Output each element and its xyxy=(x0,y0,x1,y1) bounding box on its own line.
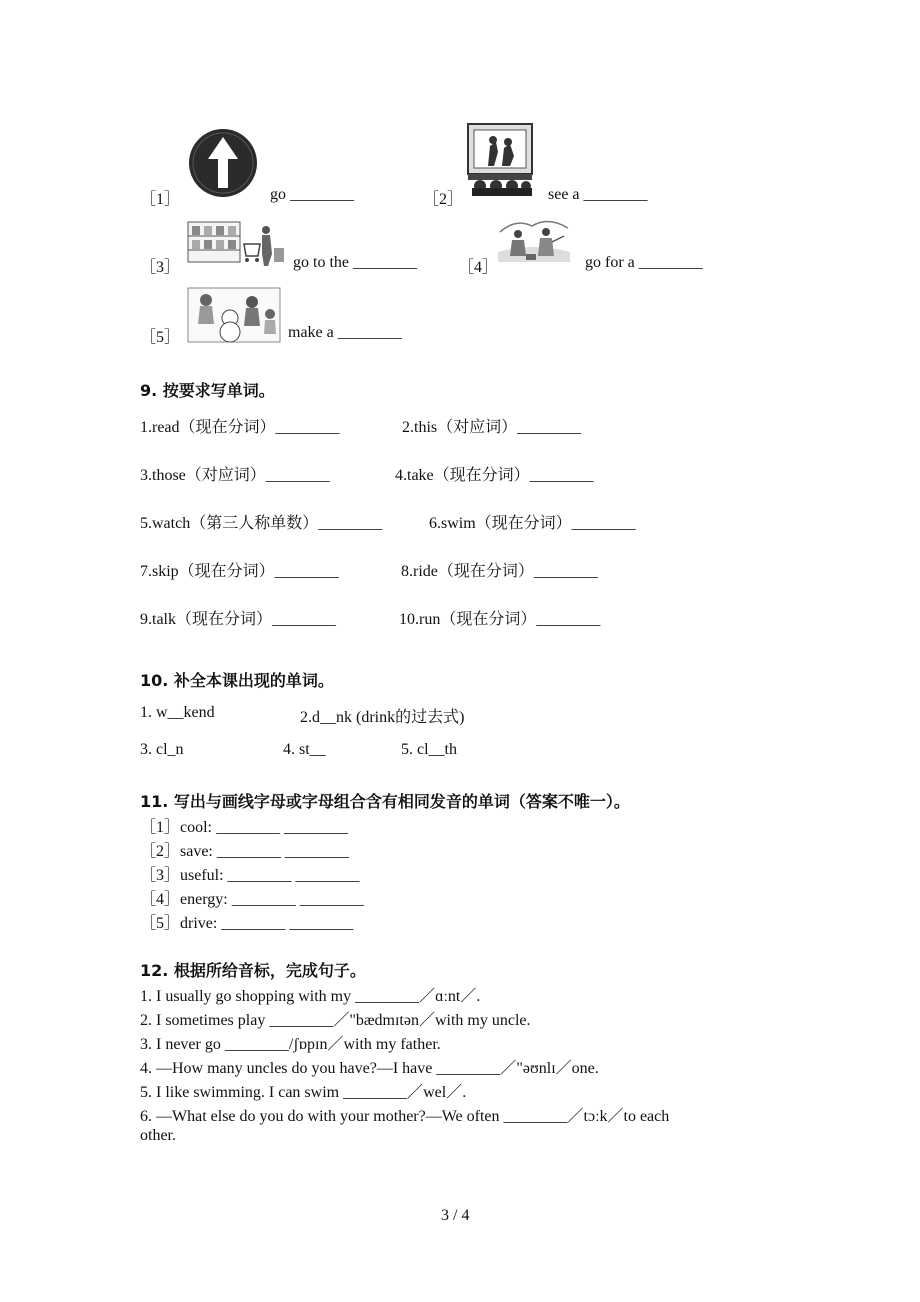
item-text: make a ________ xyxy=(288,324,402,341)
q9-item: 4.take（现在分词）________ xyxy=(395,467,594,484)
supermarket-icon xyxy=(186,218,286,272)
q9-item: 3.those（对应词）________ xyxy=(140,467,330,484)
item-text: go for a ________ xyxy=(585,254,703,271)
item-number: ［5］ xyxy=(140,329,181,346)
q12-line: other. xyxy=(140,1127,176,1144)
q12-line: 1. I usually go shopping with my ________／ɑːnt／. xyxy=(140,988,481,1005)
q11-item: ［2］save: ________ ________ xyxy=(140,843,349,860)
q9-item: 1.read（现在分词）________ xyxy=(140,419,340,436)
puppet-show-icon xyxy=(466,122,534,198)
item-number: ［3］ xyxy=(140,259,181,276)
q10-item: 2.d__nk (drink的过去式) xyxy=(300,709,465,726)
q11-item: ［3］useful: ________ ________ xyxy=(140,867,360,884)
q10-item: 5. cl__th xyxy=(401,741,457,758)
q9-item: 10.run（现在分词）________ xyxy=(399,611,601,628)
q9-item: 9.talk（现在分词）________ xyxy=(140,611,336,628)
item-number: ［4］ xyxy=(458,259,499,276)
q12-line: 5. I like swimming. I can swim ________／wel／. xyxy=(140,1084,467,1101)
q10-item: 3. cl_n xyxy=(140,741,184,758)
q12-line: 2. I sometimes play ________／"bædmɪtən／with my uncle. xyxy=(140,1012,531,1029)
up-arrow-sign-icon xyxy=(188,128,258,198)
q9-item: 8.ride（现在分词）________ xyxy=(401,563,598,580)
q9-item: 7.skip（现在分词）________ xyxy=(140,563,339,580)
item-text: go ________ xyxy=(270,186,354,203)
item-text: see a ________ xyxy=(548,186,648,203)
q11-item: ［4］energy: ________ ________ xyxy=(140,891,364,908)
item-number: ［1］ xyxy=(140,191,181,208)
q11-item: ［5］drive: ________ ________ xyxy=(140,915,354,932)
question-title: 12. 根据所给音标，完成句子。 xyxy=(140,961,366,980)
q12-line: 4. —How many uncles do you have?—I have ________／"əʊnlɪ／one. xyxy=(140,1060,599,1077)
question-title: 11. 写出与画线字母或字母组合含有相同发音的单词（答案不唯一）。 xyxy=(140,792,630,811)
picnic-icon xyxy=(496,212,572,270)
q11-item: ［1］cool: ________ ________ xyxy=(140,819,348,836)
question-title: 10. 补全本课出现的单词。 xyxy=(140,671,334,690)
snowman-icon xyxy=(186,286,282,344)
q12-line: 6. —What else do you do with your mother?—We often ________／tɔːk／to each xyxy=(140,1108,670,1125)
q9-item: 2.this（对应词）________ xyxy=(402,419,582,436)
q12-line: 3. I never go ________/ʃɒpɪn／with my father. xyxy=(140,1036,441,1053)
question-title: 9. 按要求写单词。 xyxy=(140,381,275,400)
item-number: ［2］ xyxy=(423,191,464,208)
q10-item: 1. w__kend xyxy=(140,704,215,721)
q9-item: 5.watch（第三人称单数）________ xyxy=(140,515,383,532)
q10-item: 4. st__ xyxy=(283,741,326,758)
page-number: 3 / 4 xyxy=(441,1207,470,1224)
item-text: go to the ________ xyxy=(293,254,417,271)
q9-item: 6.swim（现在分词）________ xyxy=(429,515,636,532)
